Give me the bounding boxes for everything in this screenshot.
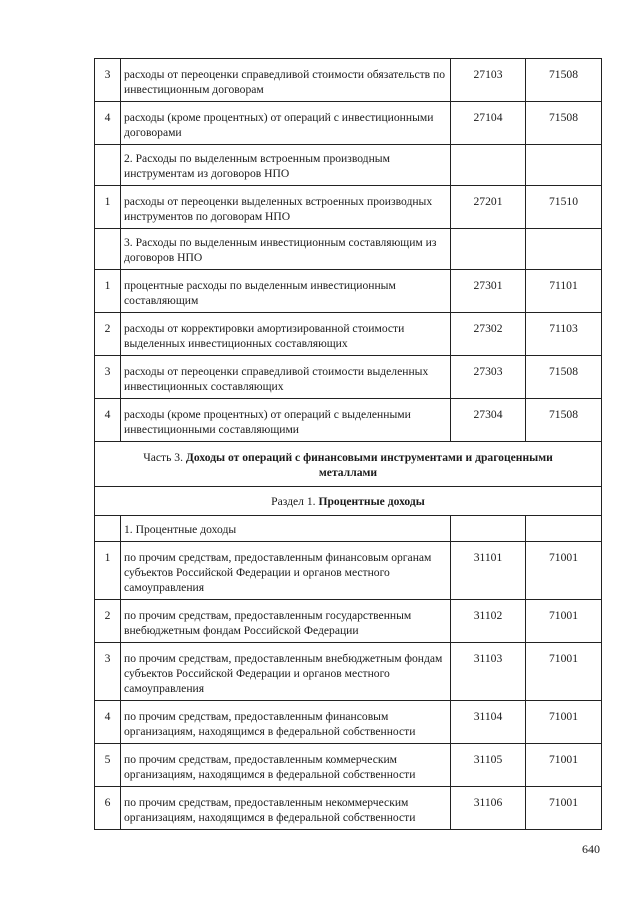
row-number: 1 (95, 542, 121, 600)
account-number: 71001 (526, 701, 602, 744)
account-cell (526, 516, 602, 542)
section-heading-row (95, 487, 602, 516)
group-row (95, 145, 602, 186)
table-row (95, 701, 602, 744)
group-title: 3. Расходы по выделенным инвестиционным составляющим из договоров НПО (121, 229, 451, 270)
symbol-code: 31105 (451, 744, 526, 787)
symbol-code: 27302 (451, 313, 526, 356)
row-number: 1 (95, 186, 121, 229)
part-title: Доходы от операций с финансовыми инструментами и драгоценными металлами (185, 451, 553, 479)
section-title: Процентные доходы (318, 495, 425, 508)
group-title: 1. Процентные доходы (121, 516, 451, 542)
account-number: 71508 (526, 356, 602, 399)
accounts-table (94, 58, 602, 830)
table-body-part-header (95, 442, 602, 516)
account-number: 71101 (526, 270, 602, 313)
symbol-code: 31103 (451, 643, 526, 701)
table-row (95, 313, 602, 356)
symbol-code: 31104 (451, 701, 526, 744)
symbol-code: 31102 (451, 600, 526, 643)
account-number: 71508 (526, 399, 602, 442)
group-row (95, 229, 602, 270)
account-number: 71001 (526, 542, 602, 600)
part-prefix: Часть 3. (143, 451, 186, 464)
symbol-code: 27304 (451, 399, 526, 442)
account-number: 71510 (526, 186, 602, 229)
code-cell (451, 516, 526, 542)
code-cell (451, 229, 526, 270)
code-cell (451, 145, 526, 186)
row-description: расходы (кроме процентных) от операций с инвестиционными договорами (121, 102, 451, 145)
row-number: 4 (95, 102, 121, 145)
table-row (95, 399, 602, 442)
section-heading (95, 487, 602, 516)
symbol-code: 27201 (451, 186, 526, 229)
row-number: 3 (95, 643, 121, 701)
symbol-code: 27301 (451, 270, 526, 313)
table-row (95, 787, 602, 830)
row-number: 3 (95, 356, 121, 399)
account-number: 71001 (526, 643, 602, 701)
table-row (95, 542, 602, 600)
row-number: 4 (95, 701, 121, 744)
account-number: 71103 (526, 313, 602, 356)
group-title: 2. Расходы по выделенным встроенным производным инструментам из договоров НПО (121, 145, 451, 186)
table-row (95, 643, 602, 701)
row-number-cell (95, 145, 121, 186)
table-row (95, 270, 602, 313)
part-heading (95, 442, 602, 487)
row-number: 5 (95, 744, 121, 787)
row-description: расходы от переоценки выделенных встроенных производных инструментов по договорам НПО (121, 186, 451, 229)
table-body-income (95, 516, 602, 830)
page-number: 640 (582, 842, 600, 856)
row-number: 6 (95, 787, 121, 830)
symbol-code: 27103 (451, 59, 526, 102)
row-description: по прочим средствам, предоставленным государственным внебюджетным фондам Российской Федерации (121, 600, 451, 643)
account-cell (526, 145, 602, 186)
row-number: 1 (95, 270, 121, 313)
account-number: 71001 (526, 600, 602, 643)
table-body-expenses (95, 59, 602, 442)
row-description: по прочим средствам, предоставленным некоммерческим организациям, находящимся в федеральной собственности (121, 787, 451, 830)
symbol-code: 27104 (451, 102, 526, 145)
account-number: 71508 (526, 59, 602, 102)
row-description: расходы от переоценки справедливой стоимости выделенных инвестиционных составляющих (121, 356, 451, 399)
row-number: 3 (95, 59, 121, 102)
row-number: 4 (95, 399, 121, 442)
row-number-cell (95, 516, 121, 542)
row-number-cell (95, 229, 121, 270)
row-description: по прочим средствам, предоставленным финансовым органам субъектов Российской Федерации и органов местного самоуправления (121, 542, 451, 600)
row-description: расходы от корректировки амортизированной стоимости выделенных инвестиционных составляющих (121, 313, 451, 356)
section-prefix: Раздел 1. (271, 495, 319, 508)
part-heading-row (95, 442, 602, 487)
row-description: расходы (кроме процентных) от операций с выделенными инвестиционными составляющими (121, 399, 451, 442)
row-description: по прочим средствам, предоставленным коммерческим организациям, находящимся в федеральной собственности (121, 744, 451, 787)
table-row (95, 186, 602, 229)
row-number: 2 (95, 313, 121, 356)
account-cell (526, 229, 602, 270)
symbol-code: 31106 (451, 787, 526, 830)
group-row (95, 516, 602, 542)
table-row (95, 600, 602, 643)
table-row (95, 102, 602, 145)
symbol-code: 27303 (451, 356, 526, 399)
table-row (95, 59, 602, 102)
table-row (95, 744, 602, 787)
row-description: по прочим средствам, предоставленным внебюджетным фондам субъектов Российской Федерации и органов местного самоуправления (121, 643, 451, 701)
account-number: 71508 (526, 102, 602, 145)
row-description: процентные расходы по выделенным инвестиционным составляющим (121, 270, 451, 313)
row-description: по прочим средствам, предоставленным финансовым организациям, находящимся в федеральной собственности (121, 701, 451, 744)
account-number: 71001 (526, 787, 602, 830)
table-row (95, 356, 602, 399)
row-description: расходы от переоценки справедливой стоимости обязательств по инвестиционным договорам (121, 59, 451, 102)
row-number: 2 (95, 600, 121, 643)
account-number: 71001 (526, 744, 602, 787)
symbol-code: 31101 (451, 542, 526, 600)
